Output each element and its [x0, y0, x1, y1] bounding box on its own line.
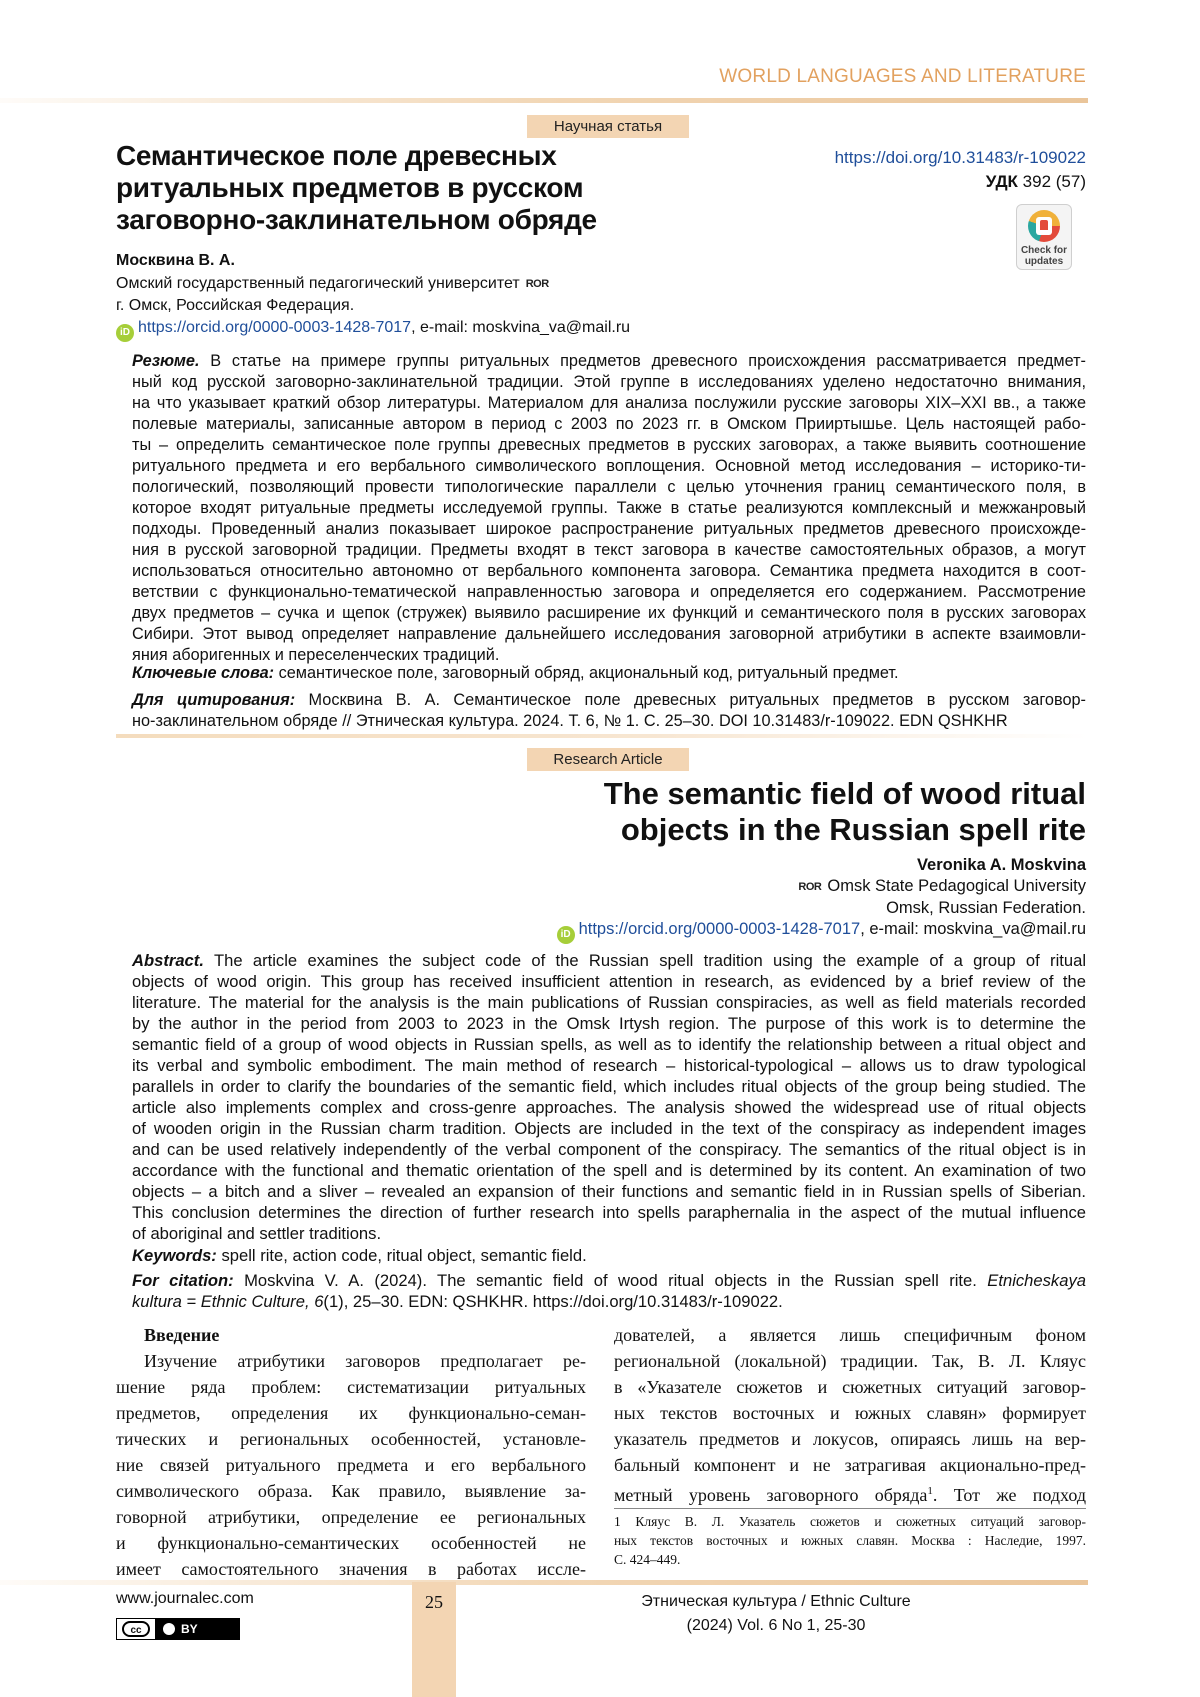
check-for-updates-badge[interactable]: Check for updates [1016, 204, 1072, 270]
orcid-icon[interactable]: iD [116, 324, 134, 342]
affiliation-block-ru [116, 273, 630, 342]
citation-ru: Для цитирования: Москвина В. А. Семантическое поле древесных ритуальных предметов в русском заговор- но-заклинательном обряде // Этническая культура. 2024. Т. 6, № 1. С. 25–30. DOI 10.31483/r-109022. EDN QSHKHR [132, 691, 1086, 730]
doi-link[interactable]: https://doi.org/10.31483/r-109022 [834, 148, 1086, 167]
orcid-link-en[interactable]: https://orcid.org/0000-0003-1428-7017 [578, 920, 861, 938]
cc-icon: cc [122, 1621, 150, 1637]
email-en: , e-mail: moskvina_va@mail.ru [860, 920, 1086, 938]
article-type-tag-ru: Научная статья [527, 115, 689, 138]
header-divider [0, 98, 1088, 103]
journal-website[interactable]: www.journalec.com [116, 1590, 254, 1607]
bookmark-icon [1040, 220, 1048, 230]
author-name-ru: Москвина В. А. [116, 252, 235, 269]
body-column-left: Введение Изучение атрибутики заговоров предполагает ре- шение ряда проблем: систематизации ритуальных предметов, определения их функционально-семан- тических и региональных особенностей, установле- ние связей ритуального предмета и его вербального символического образа. Как правило, выявление за- говорной атрибутики, определение ее региональных и функционально-семантических особенностей не имеет самостоятельного значения в работах иссле- [116, 1322, 586, 1582]
intro-heading: Введение [144, 1325, 220, 1345]
ror-icon[interactable]: ROR [798, 881, 822, 893]
journal-info-footer: Этническая культура / Ethnic Culture (2024) Vol. 6 No 1, 25-30 [641, 1593, 911, 1634]
affiliation-block-en [557, 855, 1086, 944]
city-ru: г. Омск, Российская Федерация. [116, 297, 355, 314]
udk-code: УДК 392 (57) [985, 172, 1086, 191]
orcid-icon[interactable]: iD [557, 926, 575, 944]
orcid-link-ru[interactable]: https://orcid.org/0000-0003-1428-7017 [138, 319, 412, 336]
abstract-ru: Резюме. В статье на примере группы ритуальных предметов древесного происхождения рассматривается предмет- ный код русской заговорно-заклинательной традиции. Этой группе в исследованиях уделено недостаточно внимания, на что указывает краткий обзор литературы. Материалом для анализа послужили русские заговоры XIX–XXI вв., а также полевые материалы, записанные автором в период с 2003 по 2023 гг. в Омском Прииртышье. Цель настоящей рабо- ты – определить семантическое поле группы древесных предметов в русских заговорах, а также выявить соотношение ритуального предмета и его вербального символического воплощения. Основной метод исследования – историко-ти- пологический, позволяющий провести типологические параллели с целью уточнения границ семантического поля, в которое входят ритуальные предметы исследуемой группы. Также в статье реализуются комплексный и межжанровый подходы. Проведенный анализ показывает широкое распространение ритуальных предметов древесного происхожде- ния в русской заговорной традиции. Предметы входят в текст заговора в качестве самостоятельных образов, а могут использоваться относительно автономно от вербального компонента заговора. Семантика предмета находится в соот- ветствии с функционально-тематической направленностью заговора и определяется его содержанием. Рассмотрение двух предметов – сучка и щепок (стружек) выявило расширение их функций и семантического поля в русских заговорах Сибири. Этот вывод определяет направление дальнейшего исследования заговорной атрибутики в аспекте взаимовли- яния аборигенных и переселенческих традиций. [132, 352, 1086, 664]
body-column-right: дователей, а является лишь специфичным фоном региональной (локальной) традиции. Так, В. Л. Кляус в «Указателе сюжетов и сюжетных ситуаций заговор- ных текстов восточных и южных славян» формирует указатель предметов и локусов, опираясь лишь на вер- бальный компонент и не затрагивая акционально-пред- метный уровень заговорного обряда$^1$. Тот же подход [614, 1325, 1087, 1505]
footnote-ref[interactable]: 1 [927, 1485, 933, 1497]
section-divider [116, 734, 1088, 738]
attribution-icon [163, 1623, 175, 1635]
abstract-en: Abstract. The article examines the subject code of the Russian spell tradition using the example of a group of ritual objects of wood origin. This group has received insufficient attention in research, as evidenced by a brief review of the literature. The material for the analysis is the main publications of Russian conspiracies, as well as field materials recorded by the author in the period from 2003 to 2023 in the Omsk Irtysh region. The purpose of this work is to determine the semantic field of a group of wood objects in Russian spells, as well as to identify the relationship between a ritual object and its verbal and symbolic embodiment. The main method of research – historical-typological – allows us to draw typological parallels in order to clarify the boundaries of the semantic field, which includes ritual objects of the group being studied. The article also implements complex and cross-genre approaches. The analysis showed the widespread use of ritual objects of wooden origin in the Russian charm tradition. Objects are included in the text of the conspiracy as independent images and can be used relatively independently of the verbal component of the conspiracy. The semantics of the ritual object is in accordance with the functional and thematic orientation of the spell and is determined by its content. An examination of two objects – a bitch and a sliver – revealed an expansion of their functions and semantic field in in Russian spells of Siberian. This conclusion determines the direction of further research into spells paraphernalia in the aspect of the mutual influence of aboriginal and settler traditions. [132, 951, 1087, 1243]
affiliation-ru: Омский государственный педагогический университет [116, 275, 520, 292]
keywords-en: Keywords: spell rite, action code, ritual object, semantic field. [132, 1246, 587, 1265]
email-ru: , e-mail: moskvina_va@mail.ru [411, 319, 631, 336]
keywords-ru: Ключевые слова: семантическое поле, заговорный обряд, акциональный код, ритуальный предмет. [132, 664, 899, 682]
article-title-en: The semantic field of wood ritual objects in the Russian spell rite [603, 776, 1086, 847]
footer-divider [0, 1580, 1088, 1585]
article-title-ru: Семантическое поле древесных ритуальных предметов в русском заговорно-заклинательном обряде [116, 140, 597, 235]
affiliation-en: Omsk State Pedagogical University [827, 877, 1086, 895]
author-name-en: Veronika A. Moskvina [916, 856, 1086, 874]
footnote: 1 Кляус В. Л. Указатель сюжетов и сюжетных ситуаций заговор- ных текстов восточных и южных славян. Москва : Наследие, 1997. С. 424–449. [614, 1514, 1086, 1567]
city-en: Omsk, Russian Federation. [886, 899, 1086, 917]
article-type-tag-en: Research Article [527, 748, 689, 771]
footnote-divider [614, 1508, 1086, 1509]
journal-section-header: WORLD LANGUAGES AND LITERATURE [719, 66, 1086, 87]
page-number: 25 [425, 1592, 443, 1612]
citation-en: For citation: Moskvina V. A. (2024). The semantic field of wood ritual objects in the Russian spell rite. Etnicheskaya kultura = Ethnic Culture, 6(1), 25–30. EDN: QSHKHR. https://doi.org/10.31483/r-109022. [132, 1271, 1086, 1311]
ror-icon[interactable]: ROR [525, 278, 549, 290]
cc-by-license-badge[interactable]: cc BY [116, 1618, 240, 1640]
